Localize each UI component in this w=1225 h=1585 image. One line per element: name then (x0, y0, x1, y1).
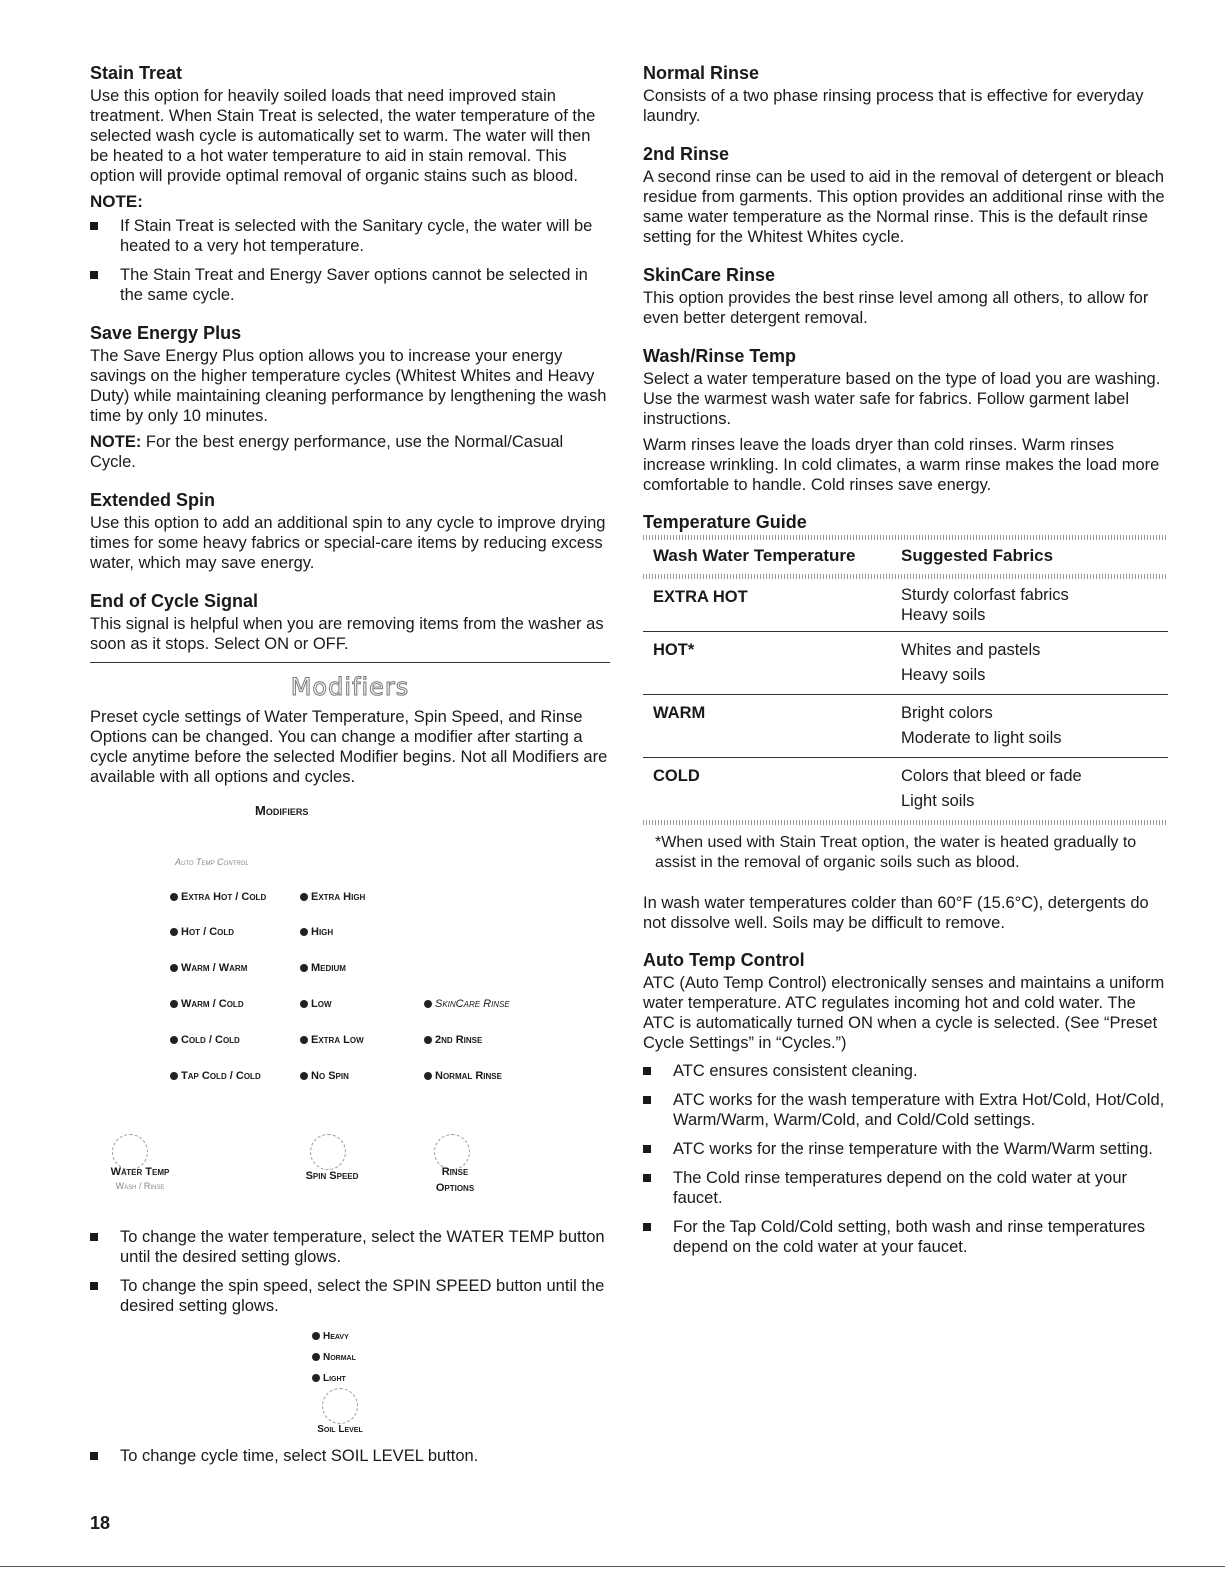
extended-spin-section (90, 489, 610, 573)
soil-level-label: Soil Level (317, 1424, 363, 1435)
indicator-icon (170, 928, 178, 936)
second-rinse-section (643, 143, 1168, 247)
indicator-icon (424, 1000, 432, 1008)
indicator-icon (300, 1036, 308, 1044)
atc-bullets (643, 1061, 1168, 1257)
water-temp-sublabel: Wash / Rinse (115, 1181, 165, 1191)
divider (90, 662, 610, 663)
modifier-bullets (90, 1227, 605, 1325)
list-item: ATC works for the rinse temperature with the Warm/Warm setting. (643, 1139, 1168, 1159)
soil-option: Normal (312, 1347, 356, 1368)
water-temp-button[interactable] (112, 1134, 148, 1170)
temp-option: Extra Hot / Cold (170, 891, 266, 903)
wash-rinse-temp-heading: Wash/Rinse Temp (643, 346, 797, 366)
list-item: If Stain Treat is selected with the Sanitary cycle, the water will be heated to a very hot temperature. (90, 216, 610, 256)
spin-option: Extra High (300, 891, 365, 903)
normal-rinse-heading: Normal Rinse (643, 63, 760, 83)
temp-option: Cold / Cold (170, 1034, 240, 1046)
atc-label: Auto Temp Control (175, 857, 249, 867)
indicator-icon (312, 1353, 320, 1361)
end-signal-section (90, 590, 610, 654)
list-item: To change the spin speed, select the SPIN SPEED button until the desired setting glows. (90, 1276, 605, 1316)
normal-rinse-body: Consists of a two phase rinsing process that is effective for everyday laundry. (643, 87, 1144, 125)
second-rinse-heading: 2nd Rinse (643, 144, 730, 164)
divider (643, 820, 1168, 825)
note-label: NOTE: (90, 433, 142, 451)
table-row (643, 579, 1168, 632)
list-item: To change the water temperature, select the WATER TEMP button until the desired setting glows. (90, 1227, 605, 1267)
spin-option: Medium (300, 962, 346, 974)
indicator-icon (312, 1332, 320, 1340)
list-item: For the Tap Cold/Cold setting, both wash and rinse temperatures depend on the cold water at your faucet. (643, 1217, 1168, 1257)
temp-cell: EXTRA HOT (643, 579, 891, 632)
soil-level-options (312, 1326, 356, 1389)
save-energy-note (90, 432, 610, 472)
table-footnote: *When used with Stain Treat option, the water is heated gradually to assist in the removal of organic soils such as blood. (655, 834, 1137, 871)
temperature-guide-table (643, 540, 1168, 820)
temp-option: Tap Cold / Cold (170, 1070, 261, 1082)
table-row (643, 758, 1168, 821)
stain-treat-heading: Stain Treat (90, 63, 183, 83)
spin-speed-button[interactable] (310, 1134, 346, 1170)
wash-rinse-temp-section (643, 345, 1168, 495)
end-signal-heading: End of Cycle Signal (90, 591, 259, 611)
table-row (643, 632, 1168, 695)
second-rinse-body: A second rinse can be used to aid in the removal of detergent or bleach residue from garments. This option provides an additional rinse with the same water temperature as the Normal rinse. This is the default rinse setting for the Whitest Whites cycle. (643, 168, 1165, 246)
extended-spin-heading: Extended Spin (90, 490, 216, 510)
temp-cell: COLD (653, 767, 700, 785)
table-row (643, 695, 1168, 758)
indicator-icon (300, 964, 308, 972)
skincare-heading: SkinCare Rinse (643, 265, 776, 285)
spin-option: Low (300, 998, 332, 1010)
modifiers-title: Modifiers (290, 673, 410, 701)
stain-treat-section (90, 62, 610, 305)
normal-rinse-section (643, 62, 1168, 126)
panel-heading: Modifiers (255, 803, 309, 818)
atc-heading: Auto Temp Control (643, 950, 805, 970)
indicator-icon (170, 1036, 178, 1044)
soil-option: Heavy (312, 1326, 356, 1347)
list-item: ATC ensures consistent cleaning. (643, 1061, 1168, 1081)
rinse-option: Normal Rinse (424, 1070, 502, 1082)
list-item: ATC works for the wash temperature with Extra Hot/Cold, Hot/Cold, Warm/Warm, Warm/Cold, and Cold/Cold settings. (643, 1090, 1168, 1130)
modifiers-body: Preset cycle settings of Water Temperature, Spin Speed, and Rinse Options can be changed. You can change a modifier after starting a cycle anytime before the selected Modifier begins. Not all Modifiers are available with all options and cycles. (90, 708, 608, 786)
fabrics-cell: Whites and pastels Heavy soils (891, 632, 1168, 695)
stain-treat-notes (90, 216, 610, 305)
wash-rinse-temp-body-1: Select a water temperature based on the type of load you are washing. Use the warmest wash water safe for fabrics. Follow garment label instructions. (643, 370, 1161, 428)
temperature-guide-title: Temperature Guide (643, 512, 807, 532)
rinse-option: SkinCare Rinse (424, 998, 510, 1010)
temp-option: Warm / Warm (170, 962, 247, 974)
indicator-icon (170, 964, 178, 972)
fabrics-cell: Colors that bleed or fade Light soils (901, 767, 1082, 810)
column-header: Wash Water Temperature (653, 546, 856, 565)
rinse-label-2: Options (435, 1182, 475, 1194)
temperature-guide (643, 512, 1168, 873)
rinse-label: Rinse (441, 1166, 469, 1178)
divider (0, 1566, 1225, 1567)
rinse-options-button[interactable] (434, 1134, 470, 1170)
temp-option: Hot / Cold (170, 926, 234, 938)
list-item: The Stain Treat and Energy Saver options cannot be selected in the same cycle. (90, 265, 610, 305)
indicator-icon (312, 1374, 320, 1382)
skincare-section (643, 264, 1168, 328)
indicator-icon (300, 893, 308, 901)
indicator-icon (300, 1000, 308, 1008)
indicator-icon (300, 928, 308, 936)
list-item: To change cycle time, select SOIL LEVEL button. (90, 1446, 605, 1466)
fabrics-cell: Sturdy colorfast fabrics Heavy soils (891, 579, 1168, 632)
save-energy-body: The Save Energy Plus option allows you to increase your energy savings on the higher temperature cycles (Whitest Whites and Heavy Duty) while maintaining cleaning performance by lengthening the wash time by only 10 minutes. (90, 347, 607, 425)
note-text: For the best energy performance, use the Normal/Casual Cycle. (90, 433, 564, 471)
column-header: Suggested Fabrics (901, 546, 1054, 565)
soil-option: Light (312, 1368, 356, 1389)
atc-body: ATC (Auto Temp Control) electronically senses and maintains a uniform water temperature. ATC regulates incoming hot and cold water. The ATC is automatically turned ON when a cycle is selected. (See “Preset Cycle Settings” in “Cycles.”) (643, 974, 1165, 1052)
indicator-icon (170, 1072, 178, 1080)
right-column (643, 62, 1168, 1266)
extended-spin-body: Use this option to add an additional spin to any cycle to improve drying times for some heavy fabrics or special-care items by reducing excess water, which may save energy. (90, 514, 606, 572)
skincare-body: This option provides the best rinse level among all others, to allow for even better detergent removal. (643, 289, 1149, 327)
list-item: The Cold rinse temperatures depend on the cold water at your faucet. (643, 1168, 1168, 1208)
indicator-icon (170, 893, 178, 901)
cold-water-note: In wash water temperatures colder than 60°F (15.6°C), detergents do not dissolve well. Soils may be difficult to remove. (643, 894, 1149, 932)
spin-speed-label: Spin Speed (305, 1170, 359, 1182)
rinse-option: 2nd Rinse (424, 1034, 482, 1046)
atc-section (643, 949, 1168, 1257)
left-column (90, 62, 610, 1113)
indicator-icon (170, 1000, 178, 1008)
table-header-row (643, 540, 1168, 574)
stain-treat-body: Use this option for heavily soiled loads that need improved stain treatment. When Stain Treat is selected, the water temperature of the selected wash cycle is automatically set to warm. The water will then be heated to a hot water temperature to aid in stain removal. This option will provide optimal removal of organic stains such as blood. (90, 87, 596, 185)
temp-cell: WARM (643, 695, 891, 758)
spin-option: High (300, 926, 333, 938)
soil-bullet (90, 1446, 605, 1475)
modifiers-control-panel (90, 787, 610, 1113)
soil-level-button[interactable] (322, 1388, 358, 1424)
temp-option: Warm / Cold (170, 998, 244, 1010)
water-temp-label: Water Temp (110, 1166, 170, 1178)
page-number: 18 (90, 1513, 111, 1533)
fabrics-cell: Bright colors Moderate to light soils (891, 695, 1168, 758)
stain-treat-note-label: NOTE: (90, 192, 143, 211)
spin-option: Extra Low (300, 1034, 364, 1046)
save-energy-section (90, 322, 610, 472)
end-signal-body: This signal is helpful when you are removing items from the washer as soon as it stops. Select ON or OFF. (90, 615, 604, 653)
spin-option: No Spin (300, 1070, 349, 1082)
temp-cell: HOT* (643, 632, 891, 695)
indicator-icon (424, 1072, 432, 1080)
wash-rinse-temp-body-2: Warm rinses leave the loads dryer than cold rinses. Warm rinses increase wrinkling. In cold climates, a warm rinse makes the load more comfortable to handle. Cold rinses save energy. (643, 436, 1160, 494)
indicator-icon (424, 1036, 432, 1044)
indicator-icon (300, 1072, 308, 1080)
save-energy-heading: Save Energy Plus (90, 323, 242, 343)
